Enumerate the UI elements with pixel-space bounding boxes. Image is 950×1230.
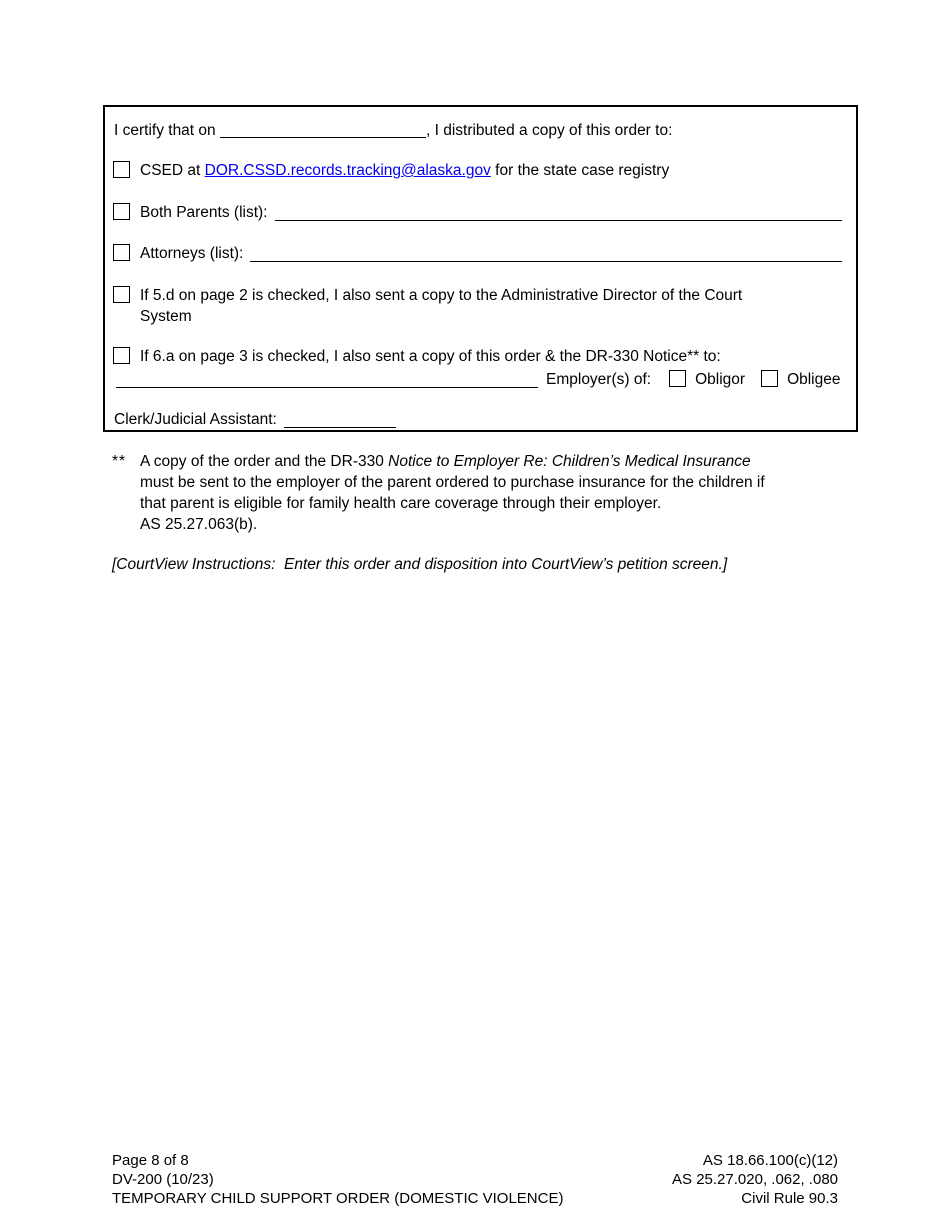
both-parents-label: Both Parents (list): bbox=[140, 204, 268, 221]
footnote-marker: ** bbox=[112, 453, 127, 470]
footer-form-title: TEMPORARY CHILD SUPPORT ORDER (DOMESTIC VIOLENCE) bbox=[112, 1190, 564, 1207]
admin-director-checkbox[interactable] bbox=[113, 286, 130, 303]
attorneys-row bbox=[113, 243, 842, 264]
footer-left bbox=[112, 1151, 563, 1208]
admin-director-label bbox=[140, 285, 742, 327]
both-parents-blank-field[interactable] bbox=[275, 202, 843, 221]
clerk-label: Clerk/Judicial Assistant: bbox=[114, 411, 277, 428]
footnote-text bbox=[140, 451, 765, 535]
footnote bbox=[112, 451, 765, 535]
footer-right bbox=[672, 1151, 838, 1208]
employer-names-blank-field[interactable] bbox=[116, 369, 538, 388]
footnote-line3: that parent is eligible for family health care coverage through their employer. bbox=[140, 495, 662, 512]
footnote-line1-italic-title: Notice to Employer Re: Children’s Medical Insurance bbox=[388, 453, 751, 470]
footer-civil-rule: Civil Rule 90.3 bbox=[741, 1190, 838, 1207]
footnote-line1 bbox=[140, 451, 765, 472]
footer-statute-2: AS 25.27.020, .062, .080 bbox=[672, 1171, 838, 1188]
footer-form-number: DV-200 (10/23) bbox=[112, 1171, 214, 1188]
obligee-checkbox[interactable] bbox=[761, 370, 778, 387]
both-parents-row bbox=[113, 202, 842, 223]
employer-detail-line bbox=[116, 369, 842, 390]
employer-notice-row bbox=[113, 346, 842, 367]
cse-checkbox[interactable] bbox=[113, 161, 130, 178]
cse-email-link[interactable]: DOR.CSSD.records.tracking@alaska.gov bbox=[204, 162, 491, 179]
certify-intro-line bbox=[114, 120, 842, 141]
certify-intro-suffix: , I distributed a copy of this order to: bbox=[425, 122, 673, 139]
footer-page-number: Page 8 of 8 bbox=[112, 1152, 189, 1169]
date-blank-field[interactable] bbox=[220, 137, 426, 138]
clerk-row bbox=[114, 409, 842, 430]
footnote-line2: must be sent to the employer of the parent ordered to purchase insurance for the children if bbox=[140, 474, 765, 491]
cse-label-prefix: CSED at bbox=[140, 162, 201, 179]
attorneys-blank-field[interactable] bbox=[250, 243, 842, 262]
certify-intro-prefix: I certify that on bbox=[114, 122, 216, 139]
obligee-label: Obligee bbox=[787, 371, 841, 388]
employer-of-label: Employer(s) of: bbox=[546, 371, 652, 388]
employer-notice-checkbox[interactable] bbox=[113, 347, 130, 364]
attorneys-checkbox[interactable] bbox=[113, 244, 130, 261]
employer-notice-label: If 6.a on page 3 is checked, I also sent a copy of this order & the DR-330 Notice** to: bbox=[140, 348, 721, 365]
admin-director-label-line1: If 5.d on page 2 is checked, I also sent a copy to the Administrative Director of the Court bbox=[140, 287, 743, 304]
attorneys-label: Attorneys (list): bbox=[140, 245, 244, 262]
obligor-checkbox[interactable] bbox=[669, 370, 686, 387]
both-parents-checkbox[interactable] bbox=[113, 203, 130, 220]
cse-row bbox=[113, 160, 842, 181]
obligor-label: Obligor bbox=[695, 371, 746, 388]
certification-box bbox=[103, 105, 858, 432]
clerk-name-blank-field[interactable] bbox=[284, 409, 396, 428]
admin-director-row bbox=[113, 285, 842, 327]
footer-statute-1: AS 18.66.100(c)(12) bbox=[702, 1152, 838, 1169]
footnote-citation: AS 25.27.063(b). bbox=[140, 516, 258, 533]
cse-label bbox=[140, 160, 669, 181]
footnote-line1-regular: A copy of the order and the DR-330 bbox=[140, 453, 384, 470]
admin-director-label-line2: System bbox=[140, 308, 192, 325]
courtview-instructions: [CourtView Instructions: Enter this order and disposition into CourtView’s petition screen.] bbox=[112, 556, 728, 573]
cse-label-suffix: for the state case registry bbox=[495, 162, 670, 179]
